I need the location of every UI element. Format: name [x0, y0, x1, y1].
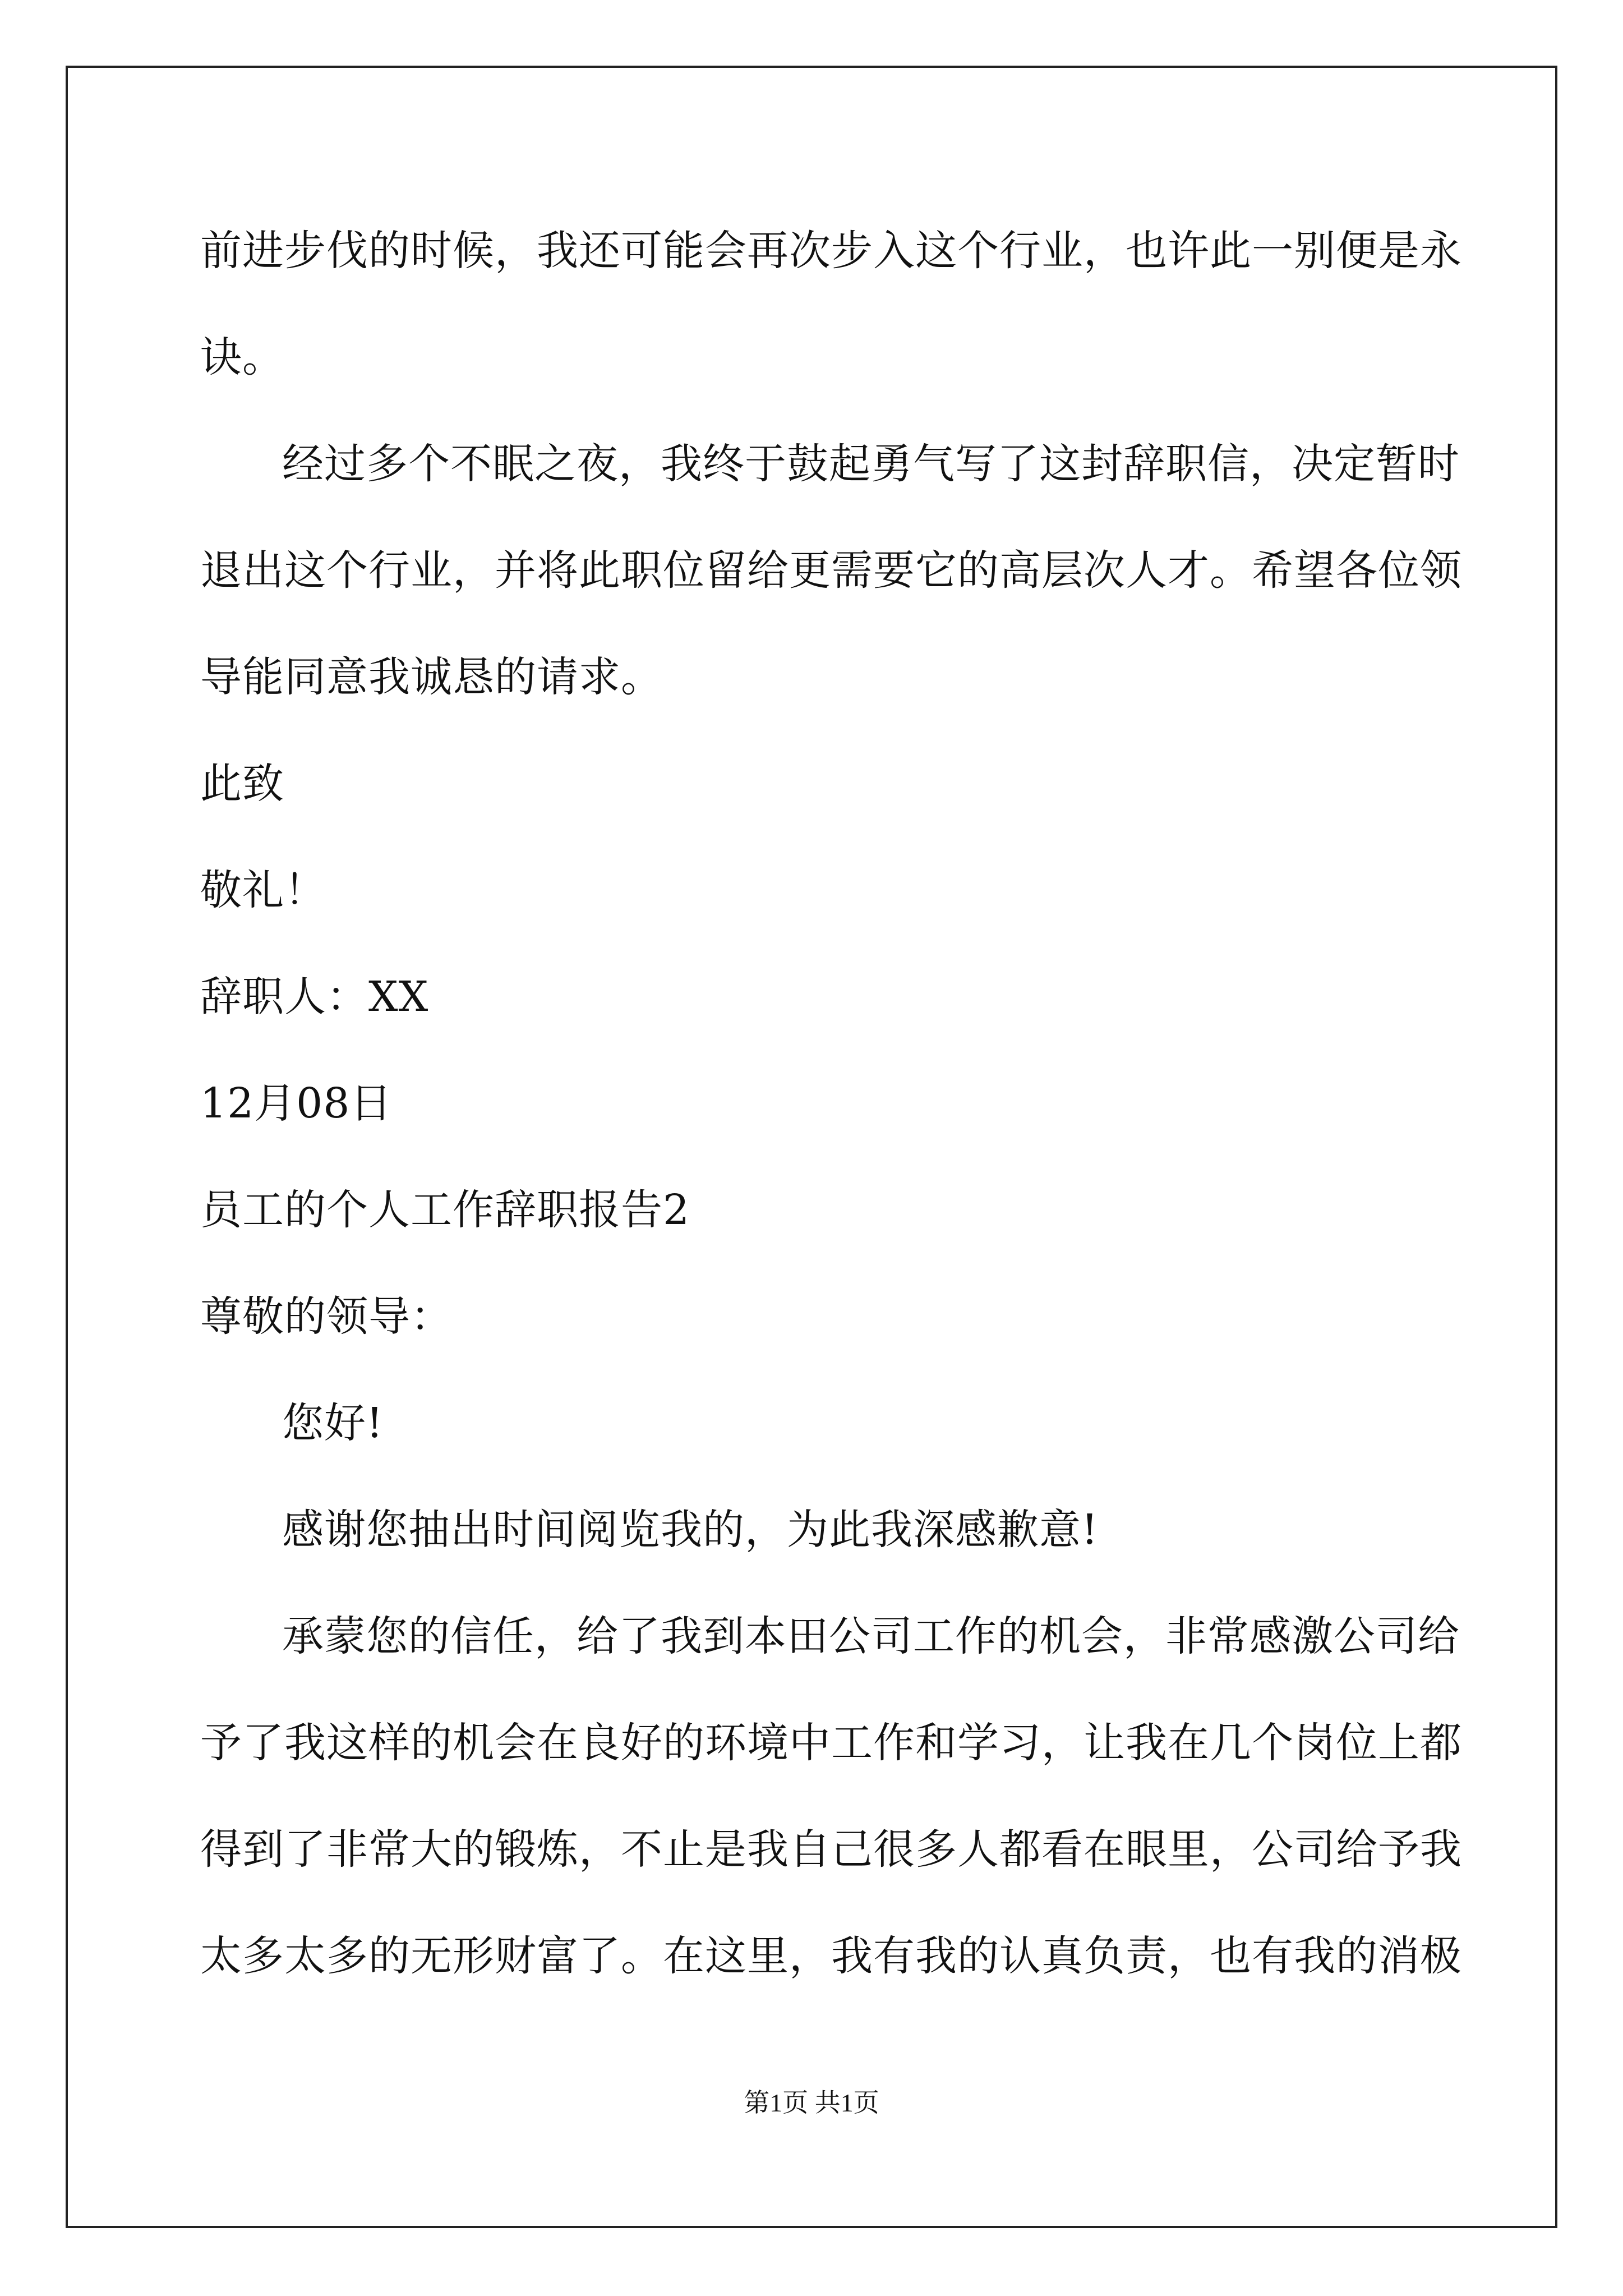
body-line: 您好! [282, 1399, 384, 1447]
body-line: 导能同意我诚恳的请求。 [200, 653, 663, 701]
body-line: 承蒙您的信任，给了我到本田公司工作的机会，非常感激公司给 [282, 1612, 1460, 1660]
body-line: 太多太多的无形财富了。在这里，我有我的认真负责，也有我的消极 [200, 1932, 1462, 1980]
body-line: 予了我这样的机会在良好的环境中工作和学习，让我在几个岗位上都 [200, 1719, 1462, 1767]
body-line: 前进步伐的时候，我还可能会再次步入这个行业，也许此一别便是永 [200, 227, 1462, 275]
body-line: 得到了非常大的锻炼，不止是我自己很多人都看在眼里，公司给予我 [200, 1825, 1462, 1874]
greeting-line: 尊敬的领导： [200, 1292, 453, 1341]
body-line: 感谢您抽出时间阅览我的，为此我深感歉意! [282, 1506, 1099, 1554]
date-line: 12月08日 [200, 1079, 393, 1128]
body-line: 经过多个不眠之夜，我终于鼓起勇气写了这封辞职信，决定暂时 [282, 440, 1460, 488]
page-border [66, 66, 1557, 2228]
body-line: 诀。 [200, 333, 284, 381]
salutation-line: 敬礼！ [200, 866, 326, 914]
closing-line: 此致 [200, 760, 284, 808]
body-line: 退出这个行业，并将此职位留给更需要它的高层次人才。希望各位领 [200, 546, 1462, 595]
page-footer: 第1页 共1页 [744, 2088, 879, 2117]
signature-line: 辞职人：XX [200, 973, 429, 1021]
section-title: 员工的个人工作辞职报告2 [200, 1186, 690, 1234]
